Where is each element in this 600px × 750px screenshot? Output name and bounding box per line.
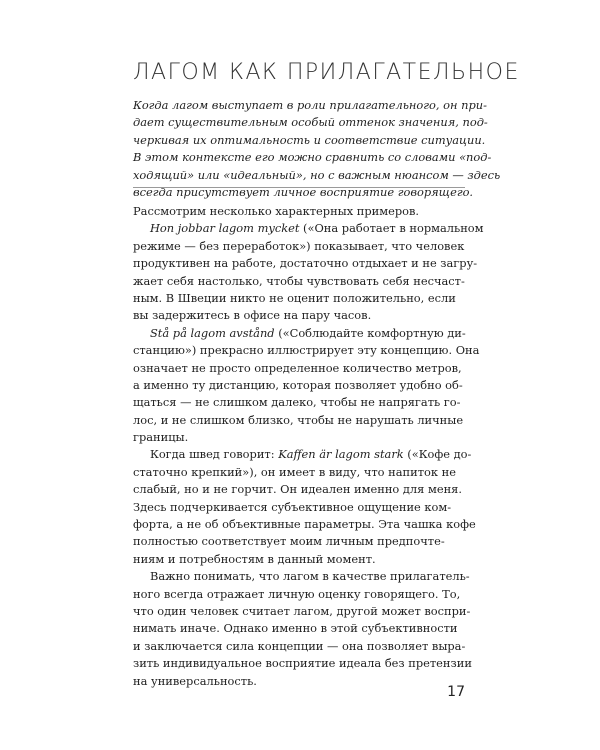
text-line [133,325,465,342]
text-line: слабый, но и не горчит. Он идеален именно для меня. [133,482,462,497]
text-span: Когда швед говорит: [150,447,279,462]
body-text [133,203,484,690]
text-line: режиме — без переработок») показывает, что человек [133,238,465,253]
lead-line: черкивая их оптимальность и соответствие ситуации. [133,132,486,147]
text-line: что один человек считает лагом, другой может воспри- [133,603,471,618]
text-line: форта, а не об объективные параметры. Эта чашка кофе [133,517,476,532]
lead-line: Когда лагом выступает в роли прилагательного, он при- [133,98,487,112]
text-line: Рассмотрим несколько характерных примеров. [133,204,420,218]
text-line [133,220,484,237]
swedish-phrase: Hon jobbar lagom mycket [150,221,300,236]
chapter-heading: ЛАГОМ КАК ПРИЛАГАТЕЛЬНОЕ [133,60,520,85]
text-line: вы задержитесь в офисе на пару часов. [133,308,372,323]
text-line: ным. В Швеции никто не оценит положительно, если [133,290,456,305]
text-line: и заключается сила концепции — она позволяет выра- [133,638,466,653]
swedish-phrase: Kaffen är lagom stark [278,447,404,462]
text-line: означает не просто определенное количество метров, [133,360,462,375]
text-line: станцию») прекрасно иллюстрирует эту концепцию. Она [133,343,480,358]
text-line: щаться — не слишком далеко, чтобы не напрягать го- [133,395,461,410]
text-line: на универсальность. [133,673,257,688]
text-line: жает себя настолько, чтобы чувствовать себя несчаст- [133,273,465,288]
lead-line: дает существительным особый оттенок значения, под- [133,115,488,130]
lead-line: всегда присутствует личное восприятие говорящего. [133,184,474,199]
lead-line: В этом контексте его можно сравнить со словами «под- [133,150,492,165]
lead-divider [133,187,465,188]
lead-line: ходящий» или «идеальный», но с важным нюансом — здесь [133,167,501,182]
text-line: лос, и не слишком близко, чтобы не нарушать личные [133,412,464,427]
text-line: статочно крепкий»), он имеет в виду, что напиток не [133,464,456,479]
text-line: продуктивен на работе, достаточно отдыхает и не загру- [133,256,478,271]
text-line: Важно понимать, что лагом в качестве прилагатель- [150,569,470,584]
text-span: («Она работает в нормальном [299,221,484,236]
text-line: ного всегда отражает личную оценку говорящего. То, [133,586,461,601]
text-span: («Соблюдайте комфортную ди- [274,325,466,340]
lead-paragraph [133,97,501,201]
text-line: ниям и потребностям в данный момент. [133,551,376,566]
text-line: границы. [133,430,189,445]
text-line: полностью соответствует моим личным предпочте- [133,534,445,549]
page-number: 17 [447,684,465,700]
text-span: («Кофе до- [403,447,472,462]
text-line: Здесь подчеркивается субъективное ощущение ком- [133,499,452,514]
text-line: нимать иначе. Однако именно в этой субъективности [133,621,458,636]
text-line: а именно ту дистанцию, которая позволяет удобно об- [133,377,463,392]
swedish-phrase: Stå på lagom avstånd [150,325,275,340]
text-line [133,446,472,463]
text-line: зить индивидуальное восприятие идеала без претензии [133,656,472,671]
